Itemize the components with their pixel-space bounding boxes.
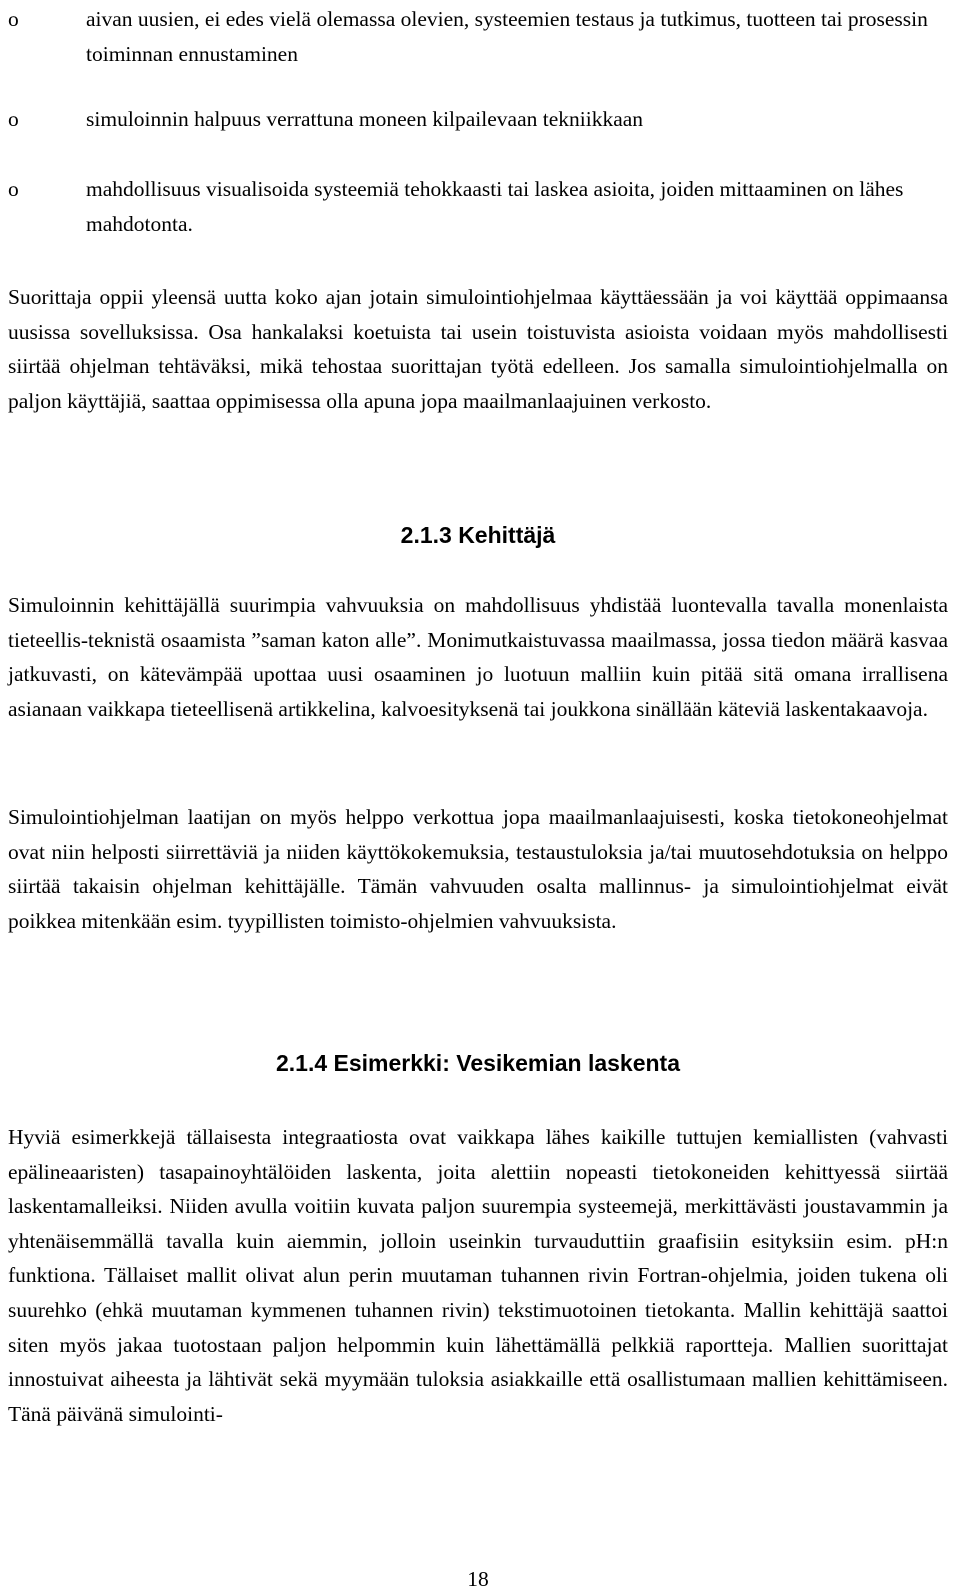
section-heading-esimerkki: 2.1.4 Esimerkki: Vesikemian laskenta [275,1050,681,1076]
document-page [8,0,948,1589]
bullet-marker: o [8,177,19,201]
bullet-marker: o [8,7,19,31]
paragraph-networking: Simulointiohjelman laatijan on myös helppo verkottua jopa maailmanlaajuisesti, koska tietokoneohjelmat ovat niin helposti siirrettäviä ja niiden käyttökokemuksia, testaustuloksia ja/tai muutosehdotuksia on helppo siirtää takaisin ohjelman kehittäjälle. Tämän vahvuuden osalta mallinnus- ja simulointiohjelmat eivät poikkea mitenkään esim. tyypillisten toimisto-ohjelmien vahvuuksista. [8,805,948,933]
list-item-text: simuloinnin halpuus verrattuna moneen kilpailevaan tekniikkaan [86,107,644,131]
list-item-text: mahdollisuus visualisoida systeemiä tehokkaasti tai laskea asioita, joiden mittaaminen on lähes mahdotonta. [86,177,904,236]
list-item-text: aivan uusien, ei edes vielä olemassa olevien, systeemien testaus ja tutkimus, tuotteen tai prosessin toiminnan ennustaminen [86,7,928,66]
paragraph-learning: Suorittaja oppii yleensä uutta koko ajan jotain simulointiohjelmaa käyttäessään ja voi käyttää oppimaansa uusissa sovelluksissa. Osa hankalaksi koetuista tai usein toistuvista asioista voidaan myös mahdollisesti siirtää ohjelman tehtäväksi, mikä tehostaa suorittajan työtä edelleen. Jos samalla simulointiohjelmalla on paljon käyttäjiä, saattaa oppimisessa olla apuna jopa maailmanlaajuinen verkosto. [8,285,948,413]
paragraph-water-chemistry: Hyviä esimerkkejä tällaisesta integraatiosta ovat vaikkapa lähes kaikille tuttujen kemiallisten (vahvasti epälineaaristen) tasapainoyhtälöiden laskenta, joita alettiin nopeasti tietokoneiden kehittyessä siirtää laskentamalleiksi. Niiden avulla voitiin kuvata paljon suurempia systeemejä, merkittävästi joustavammin ja yhtenäisemmällä tavalla kuin aiemmin, jolloin useinkin turvauduttiin graafisiin esityksiin esim. pH:n funktiona. Tällaiset mallit olivat alun perin muutaman tuhannen rivin Fortran-ohjelmia, joiden tukena oli suurehko (ehkä muutaman kymmenen tuhannen rivin) tekstimuotoinen tietokanta. Mallin kehittäjä saattoi siten myös jakaa tuotostaan paljon helpommin kuin lähettämällä pelkkiä raportteja. Mallien suorittajat innostuivat aiheesta ja lähtivät sekä myymään tuloksia asiakkaille että osallistumaan mallien kehittämiseen. Tänä päivänä simulointi- [8,1125,948,1426]
section-heading-kehittaja: 2.1.3 Kehittäjä [400,522,556,548]
paragraph-developer-strengths: Simuloinnin kehittäjällä suurimpia vahvuuksia on mahdollisuus yhdistää luontevalla tavalla monenlaista tieteellis-teknistä osaamista ”saman katon alle”. Monimutkaistuvassa maailmassa, jossa tiedon määrä kasvaa jatkuvasti, on kätevämpää upottaa uusi osaaminen jo luotuun malliin kuin pitää sitä omana irrallisena asianaan vaikkapa tieteellisenä artikkelina, kalvoesityksenä tai joukkona sinällään käteviä laskentakaavoja. [8,593,948,721]
bullet-marker: o [8,107,19,131]
page-number: 18 [467,1567,489,1591]
